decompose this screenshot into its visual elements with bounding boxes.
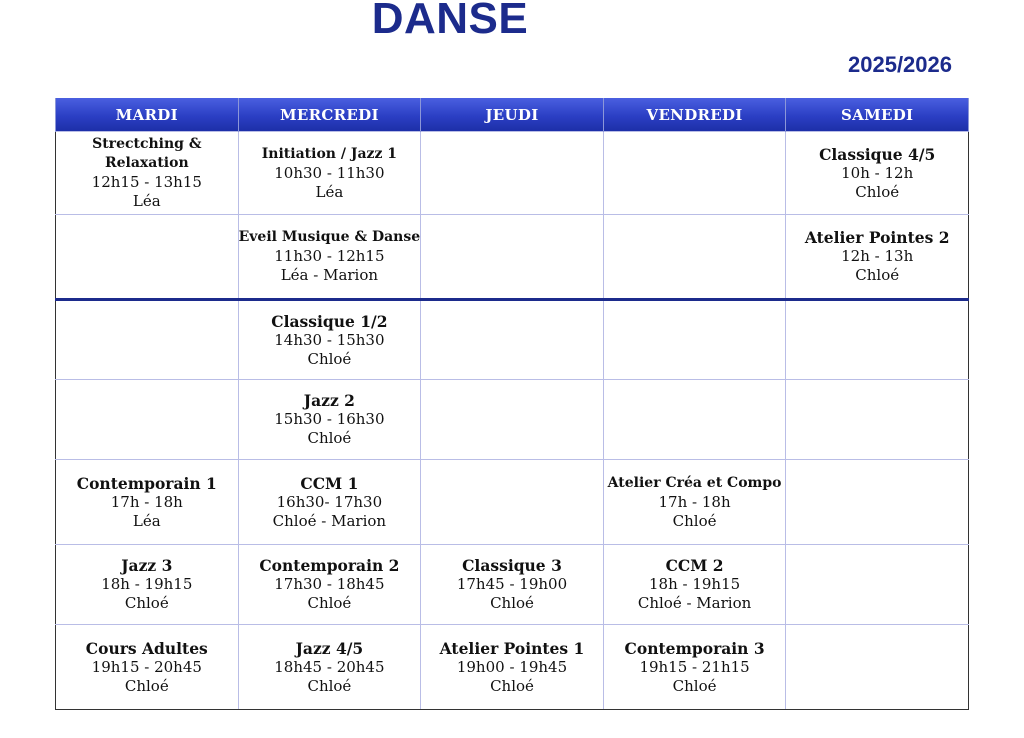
class-name: Eveil Musique & Danse: [238, 229, 421, 245]
schedule-row: [56, 625, 969, 710]
class-teacher: Chloé: [124, 594, 169, 612]
class-name: Contemporain 3: [624, 638, 765, 658]
class-time: 18h - 19h15: [648, 575, 741, 593]
schedule-cell-mercredi: [238, 300, 421, 380]
schedule-cell-samedi: [786, 545, 969, 625]
schedule-cell-jeudi: [421, 460, 604, 545]
class-teacher: Chloé: [124, 676, 169, 695]
schedule-cell-samedi: [786, 132, 969, 215]
class-time: 12h - 13h: [841, 247, 914, 265]
class-teacher: Léa: [315, 182, 344, 201]
class-time: 12h15 - 13h15: [91, 173, 202, 191]
schedule-cell-mardi: [56, 625, 239, 710]
class-name: Jazz 3: [121, 556, 173, 575]
class-name: Classique 1/2: [271, 311, 388, 331]
class-teacher: Léa - Marion: [280, 266, 379, 284]
class-name: Contemporain 2: [259, 556, 400, 575]
day-header-mardi: MARDI: [56, 98, 239, 132]
class-name: Cours Adultes: [85, 638, 208, 658]
class-teacher: Chloé: [855, 266, 900, 284]
class-name: Atelier Créa et Compo: [607, 474, 782, 491]
class-name: Contemporain 1: [76, 473, 217, 493]
schedule-cell-jeudi: [421, 380, 604, 460]
schedule-cell-mercredi: [238, 460, 421, 545]
class-name: Jazz 4/5: [295, 638, 364, 658]
schedule-cell-jeudi: [421, 300, 604, 380]
class-name: CCM 2: [665, 556, 724, 575]
schedule-cell-samedi: [786, 300, 969, 380]
schedule-cell-vendredi: [603, 380, 786, 460]
schedule-table: [55, 98, 969, 710]
season-year: 2025/2026: [848, 52, 952, 77]
schedule-row: [56, 132, 969, 215]
class-name: Strectching & Relaxation: [92, 136, 202, 171]
class-time: 19h15 - 21h15: [639, 657, 750, 676]
class-time: 17h - 18h: [110, 492, 183, 511]
class-time: 17h45 - 19h00: [456, 575, 568, 593]
schedule-cell-mercredi: [238, 380, 421, 460]
class-time: 15h30 - 16h30: [274, 410, 385, 428]
class-teacher: Chloé - Marion: [637, 594, 752, 612]
schedule-cell-mardi: [56, 380, 239, 460]
class-teacher: Léa: [132, 192, 161, 210]
class-teacher: Chloé: [307, 349, 352, 368]
class-name: Initiation / Jazz 1: [261, 145, 398, 162]
schedule-cell-jeudi: [421, 132, 604, 215]
schedule-cell-samedi: [786, 625, 969, 710]
schedule-cell-vendredi: [603, 132, 786, 215]
class-teacher: Chloé: [307, 429, 352, 447]
schedule-row: [56, 460, 969, 545]
schedule-cell-mercredi: [238, 625, 421, 710]
class-time: 19h00 - 19h45: [456, 657, 568, 676]
day-header-mercredi: MERCREDI: [238, 98, 421, 132]
schedule-row: [56, 215, 969, 300]
schedule-cell-jeudi: [421, 215, 604, 300]
class-time: 17h - 18h: [658, 492, 731, 511]
day-header-jeudi: JEUDI: [421, 98, 604, 132]
class-teacher: Chloé: [855, 182, 900, 201]
class-time: 18h - 19h15: [101, 575, 193, 593]
schedule-cell-mercredi: [238, 215, 421, 300]
schedule-cell-mercredi: [238, 132, 421, 215]
schedule-cell-samedi: [786, 460, 969, 545]
schedule-cell-jeudi: [421, 545, 604, 625]
schedule-body: [56, 132, 969, 710]
class-teacher: Chloé - Marion: [272, 511, 387, 530]
class-teacher: Chloé: [672, 676, 717, 695]
schedule-row: [56, 380, 969, 460]
schedule-cell-mardi: [56, 460, 239, 545]
day-header-row: [56, 98, 969, 132]
schedule-cell-jeudi: [421, 625, 604, 710]
schedule-cell-mardi: [56, 132, 239, 215]
class-time: 19h15 - 20h45: [91, 657, 202, 676]
schedule-cell-vendredi: [603, 625, 786, 710]
class-time: 17h30 - 18h45: [274, 575, 385, 593]
day-header-samedi: SAMEDI: [786, 98, 969, 132]
class-time: 10h30 - 11h30: [274, 163, 385, 182]
schedule-row: [56, 545, 969, 625]
page-title: DANSE: [371, 0, 529, 43]
schedule-cell-vendredi: [603, 215, 786, 300]
class-name: Atelier Pointes 2: [804, 228, 950, 247]
class-name: CCM 1: [300, 473, 359, 493]
class-name: Atelier Pointes 1: [439, 638, 585, 658]
class-time: 16h30- 17h30: [276, 492, 383, 511]
schedule-cell-mardi: [56, 545, 239, 625]
class-name: Classique 3: [462, 556, 562, 575]
class-teacher: Chloé: [490, 676, 534, 695]
class-time: 14h30 - 15h30: [274, 330, 385, 349]
class-teacher: Chloé: [672, 511, 717, 530]
schedule-cell-mardi: [56, 300, 239, 380]
schedule-cell-mercredi: [238, 545, 421, 625]
class-name: Jazz 2: [303, 391, 355, 410]
class-teacher: Chloé: [307, 676, 352, 695]
class-time: 18h45 - 20h45: [274, 657, 385, 676]
class-name: Classique 4/5: [819, 144, 936, 164]
class-teacher: Chloé: [307, 594, 352, 612]
schedule-cell-samedi: [786, 380, 969, 460]
class-time: 10h - 12h: [841, 163, 914, 182]
schedule-cell-vendredi: [603, 300, 786, 380]
schedule-cell-vendredi: [603, 545, 786, 625]
schedule-row: [56, 300, 969, 380]
schedule-cell-vendredi: [603, 460, 786, 545]
schedule-cell-mardi: [56, 215, 239, 300]
class-time: 11h30 - 12h15: [274, 247, 385, 265]
class-teacher: Léa: [132, 511, 161, 530]
day-header-vendredi: VENDREDI: [603, 98, 786, 132]
class-teacher: Chloé: [490, 594, 534, 612]
schedule-cell-samedi: [786, 215, 969, 300]
